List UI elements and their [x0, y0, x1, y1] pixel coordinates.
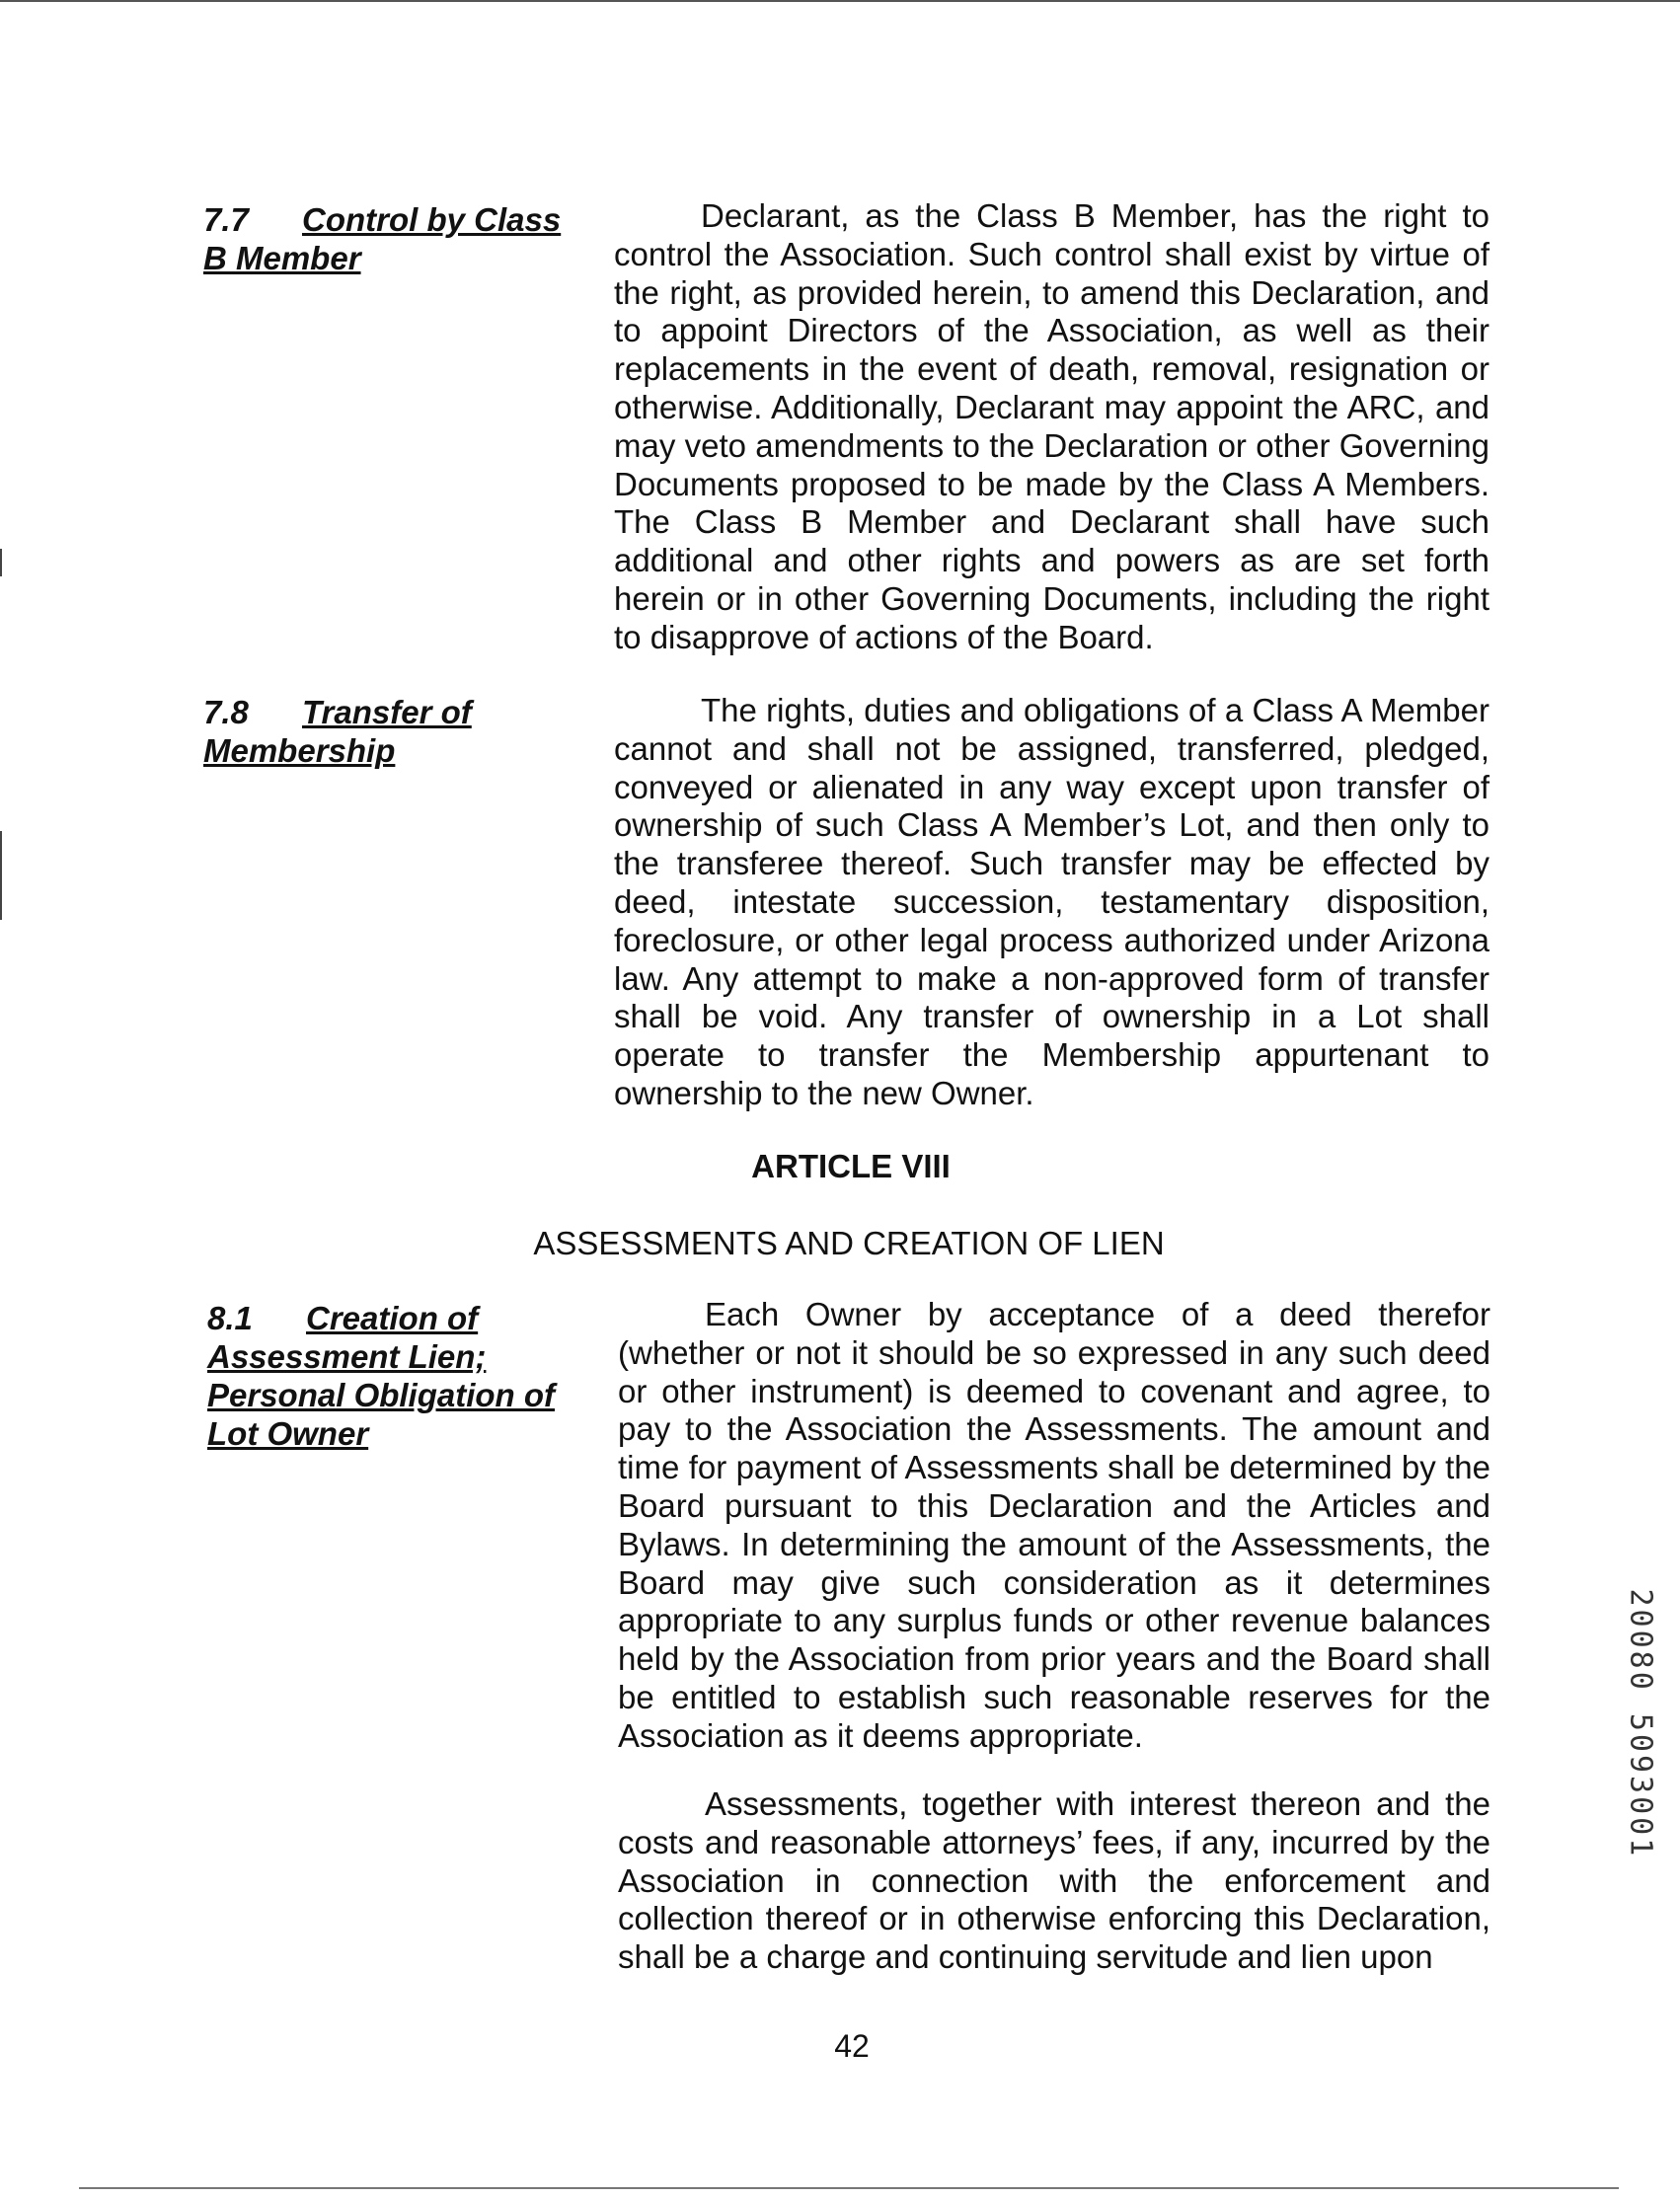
article-subtitle: ASSESSMENTS AND CREATION OF LIEN — [533, 1225, 1165, 1261]
section-title-line: Lot Owner — [207, 1415, 369, 1452]
section-title-line: Personal Obligation of — [207, 1377, 556, 1413]
section-body-8-1: Each Owner by acceptance of a deed therefor (whether or not it should be so expressed in any such deed or other instrument) is deemed to covenant and agree, to pay to the Association the Assessments. The amount and time for payment of Assessments shall be determined by the Board pursuant to this Declaration and the Articles and Bylaws. In determining the amount of the Assessments, the Board may give such consideration as it determines appropriate to any surplus funds or other revenue balances held by the Association from prior years and the Board shall be entitled to establish such reasonable reserves for the Association as it deems appropriate. — [618, 1296, 1490, 1754]
section-body-7-8: The rights, duties and obligations of a Class A Member cannot and shall not be assigned, transferred, pledged, conveyed or alienated in any way except upon transfer of ownership of such Class A Member’s Lot, and then only to the transferee thereof. Such transfer may be effected by deed, intestate succession, testamentary disposition, foreclosure, or other legal process authorized under Arizona law. Any attempt to make a non-approved form of transfer shall be void. Any transfer of ownership in a Lot shall operate to transfer the Membership appurtenant to ownership to the new Owner. — [614, 692, 1489, 1111]
section-title-line: Membership — [203, 732, 396, 769]
recording-stamp — [1611, 1588, 1670, 1863]
page-number: 42 — [834, 2028, 870, 2064]
section-heading-7-7 — [203, 200, 578, 277]
section-body-8-1-continued: Assessments, together with interest thereon and the costs and reasonable attorneys’ fees, if any, incurred by the Association in connection with the enforcement and collection thereof or in otherwise enforcing this Declaration, shall be a charge and continuing servitude and lien upon — [618, 1785, 1490, 1976]
section-number: 8.1 — [207, 1300, 253, 1336]
section-number: 7.8 — [203, 694, 249, 730]
scan-margin-mark — [0, 549, 2, 576]
section-title-line: Transfer of — [302, 694, 472, 730]
section-title-line: Creation of — [306, 1300, 479, 1336]
section-number: 7.7 — [203, 201, 249, 238]
section-title-line: Assessment Lien; — [207, 1338, 487, 1375]
section-heading-7-8 — [203, 693, 578, 770]
scan-margin-mark — [0, 831, 2, 920]
section-title-line: Control by Class — [302, 201, 562, 238]
section-title-line: B Member — [203, 240, 361, 276]
recording-number: 20080 5093001 — [1623, 1588, 1658, 1859]
article-title: ARTICLE VIII — [751, 1148, 951, 1184]
scan-bottom-edge — [79, 2187, 1619, 2189]
section-heading-8-1 — [207, 1299, 582, 1453]
section-body-7-7: Declarant, as the Class B Member, has the right to control the Association. Such control shall exist by virtue of the right, as provided herein, to amend this Declaration, and to appoint Directors of the Association, as well as their replacements in the event of death, removal, resignation or otherwise. Additionally, Declarant may appoint the ARC, and may veto amendments to the Declaration or other Governing Documents proposed to be made by the Class A Members. The Class B Member and Declarant shall have such additional and other rights and powers as are set forth herein or in other Governing Documents, including the right to disapprove of actions of the Board. — [614, 197, 1489, 655]
scan-top-edge — [0, 0, 1680, 2]
